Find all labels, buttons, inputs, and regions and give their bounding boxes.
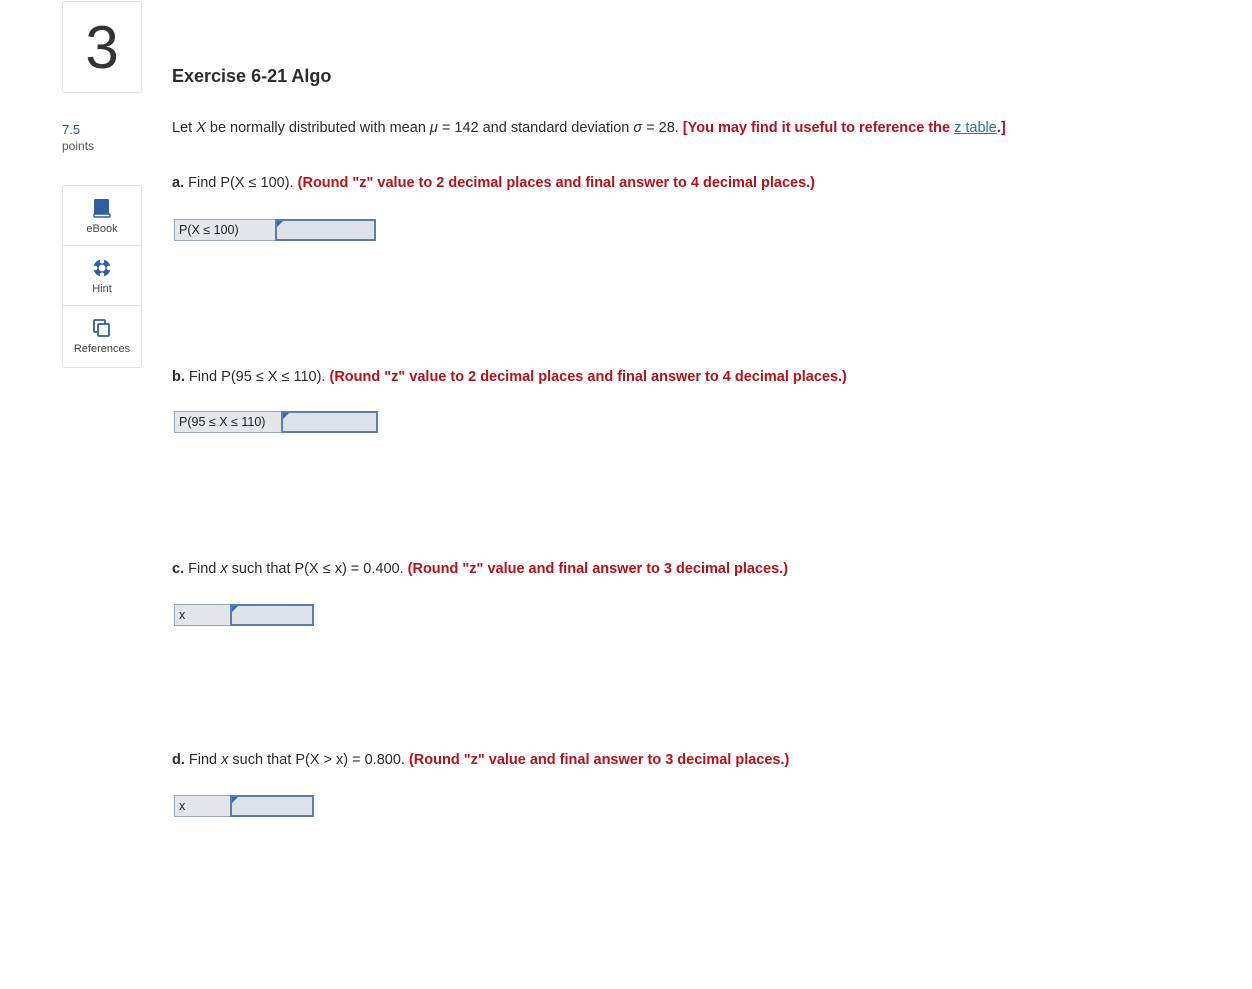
part-d-answer-input[interactable] bbox=[232, 797, 312, 815]
part-b-label: b. bbox=[172, 369, 185, 385]
part-d-answer-label: x bbox=[174, 795, 231, 817]
references-button[interactable] bbox=[63, 306, 141, 366]
stmt-text: Let bbox=[172, 120, 197, 136]
book-icon bbox=[93, 198, 111, 218]
flag-icon bbox=[232, 797, 238, 803]
part-a-answer-input[interactable] bbox=[277, 221, 374, 239]
part-a-answer-field[interactable] bbox=[275, 219, 376, 241]
part-d-question bbox=[172, 752, 789, 768]
part-c-answer-field[interactable] bbox=[230, 604, 314, 626]
part-d-text: such that bbox=[228, 752, 296, 768]
part-c-variable: x bbox=[220, 561, 228, 577]
hint-button[interactable] bbox=[63, 246, 141, 306]
tools-panel bbox=[62, 185, 142, 368]
part-b-answer-row bbox=[174, 411, 378, 433]
part-b-answer-input[interactable] bbox=[283, 413, 376, 431]
stmt-red-text: .] bbox=[996, 120, 1006, 136]
part-c-answer-label: x bbox=[174, 604, 231, 626]
flag-icon bbox=[277, 221, 283, 227]
part-c-expression: P(X ≤ x) = 0.400. bbox=[294, 561, 404, 577]
part-a-answer-label: P(X ≤ 100) bbox=[174, 219, 276, 241]
points-label: points bbox=[62, 139, 95, 153]
part-d-expression: P(X > x) = 0.800. bbox=[295, 752, 405, 768]
stmt-text: = 28. bbox=[642, 120, 683, 136]
stmt-reference-note bbox=[683, 120, 1006, 136]
ebook-button[interactable] bbox=[63, 186, 141, 246]
part-d-text: Find bbox=[184, 752, 222, 768]
stmt-text: = 142 and standard deviation bbox=[437, 120, 634, 136]
part-d-variable: x bbox=[221, 752, 229, 768]
part-b-instruction: (Round "z" value to 2 decimal places and final answer to 4 decimal places.) bbox=[325, 369, 847, 385]
stmt-sigma: σ bbox=[633, 120, 643, 136]
stmt-mu: μ bbox=[429, 120, 438, 136]
part-a-instruction: (Round "z" value to 2 decimal places and final answer to 4 decimal places.) bbox=[293, 175, 816, 191]
part-d-answer-field[interactable] bbox=[230, 795, 314, 817]
flag-icon bbox=[283, 413, 289, 419]
part-a-answer-row bbox=[174, 219, 376, 241]
part-c-question bbox=[172, 561, 788, 577]
part-d-answer-row bbox=[174, 795, 314, 817]
z-table-link[interactable]: z table bbox=[954, 120, 997, 136]
part-a-question bbox=[172, 175, 815, 191]
hint-label: Hint bbox=[92, 283, 112, 295]
part-b-answer-label: P(95 ≤ X ≤ 110) bbox=[174, 411, 282, 433]
part-b-question bbox=[172, 369, 847, 385]
part-d-label: d. bbox=[172, 752, 185, 768]
flag-icon bbox=[232, 606, 238, 612]
part-a-label: a. bbox=[172, 175, 185, 191]
ebook-label: eBook bbox=[86, 223, 118, 235]
part-b-text: Find bbox=[184, 369, 222, 385]
part-d-instruction: (Round "z" value and final answer to 3 decimal places.) bbox=[404, 752, 790, 768]
part-a-text: Find bbox=[184, 175, 221, 191]
part-b-answer-field[interactable] bbox=[281, 411, 378, 433]
stmt-variable: X bbox=[196, 120, 206, 136]
references-label: References bbox=[73, 343, 131, 355]
lifebuoy-icon bbox=[92, 258, 112, 278]
part-c-text: Find bbox=[184, 561, 221, 577]
part-c-label: c. bbox=[172, 561, 185, 577]
problem-statement bbox=[172, 120, 1006, 136]
part-c-text: such that bbox=[227, 561, 295, 577]
part-c-answer-row bbox=[174, 604, 314, 626]
part-c-answer-input[interactable] bbox=[232, 606, 312, 624]
part-b-expression: P(95 ≤ X ≤ 110). bbox=[221, 369, 326, 385]
copy-icon bbox=[92, 318, 112, 338]
part-a-expression: P(X ≤ 100). bbox=[220, 175, 294, 191]
part-c-instruction: (Round "z" value and final answer to 3 decimal places.) bbox=[403, 561, 789, 577]
exercise-title: Exercise 6-21 Algo bbox=[172, 66, 332, 86]
question-number: 3 bbox=[62, 1, 142, 93]
points-box bbox=[62, 122, 142, 154]
stmt-text: be normally distributed with mean bbox=[205, 120, 430, 136]
stmt-red-text: [You may find it useful to reference the bbox=[682, 120, 955, 136]
points-value: 7.5 bbox=[62, 122, 81, 137]
